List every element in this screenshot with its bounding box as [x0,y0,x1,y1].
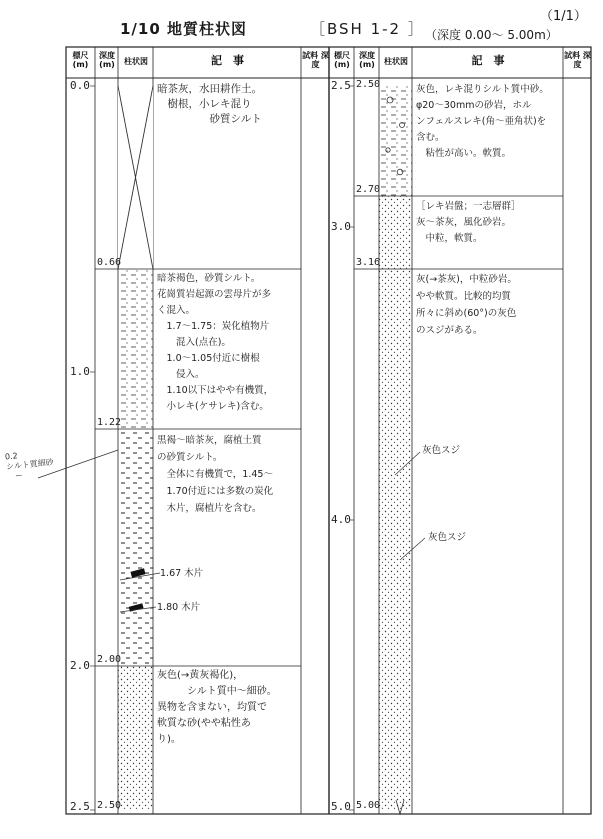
col-header-scale-right: 標尺 (m) [334,51,350,69]
col-header-description-right: 記 事 [471,54,505,67]
layer-description: 灰色(→黄灰褐化)， シルト質中～細砂。 異物を含まない，均質で 軟質な砂(やや粘性あ り)。 [157,670,277,745]
wood-fragment-note: 1.80 木片 [157,602,201,613]
scale-label: 2.0 [70,659,90,672]
layer-depth: 2.00 [97,654,122,665]
gray-streak-note: 灰色スジ [422,445,461,456]
col-header-depth-right: 深度 (m) [359,51,375,69]
scale-label: 1.0 [70,365,90,378]
col-header-sample: 試料 深度 [302,51,329,69]
layer-description: ［レキ岩盤；一志層群］ 灰～茶灰，風化砂岩。 中粒，軟質。 [416,201,521,244]
scale-label: 2.5 [70,800,90,813]
col-header-depth: 深度 (m) [99,51,115,69]
col-header-description: 記 事 [211,54,244,67]
borehole-id: ［BSH 1-2 ］ [310,20,425,38]
col-header-sample-right: 試料 深度 [564,51,591,69]
layer-description: 暗茶灰，水田耕作土。 樹根，小レキ混り 砂質シルト [157,83,262,125]
layer-depth: 2.50 [97,800,122,811]
scale-label: 2.5 [331,79,351,92]
scale-label: 4.0 [331,513,351,526]
layer-description: 黒褐～暗茶灰，腐植土質 の砂質シルト。 全体に有機質で，1.45～ 1.70付近には多数の炭化 木片，腐植片を含む。 [157,435,274,514]
col-header-column: 柱状図 [124,57,148,66]
page-title: 1/10 地質柱状図 [120,20,248,38]
layer-description: 灰(→茶灰)，中粒砂岩。 やや軟質。比較的均質 所々に斜め(60°)の灰色 のスジがある。 [416,274,517,336]
depth-range: （深度 0.00～ 5.00m） [425,28,558,42]
layer-depth: 2.70 [356,184,381,195]
layer-depth: 3.16 [356,257,381,268]
layer-depth: 0.66 [97,257,122,268]
layer-depth: 2.50 [356,79,381,90]
scale-label: 0.0 [70,79,90,92]
scale-label: 3.0 [331,220,351,233]
layer-depth: 5.00 [356,800,381,811]
col-header-column-right: 柱状図 [384,57,408,66]
scale-label: 5.0 [331,800,351,813]
margin-note: 0.2 シルト質細砂 ー [4,451,55,482]
layer-depth: 1.22 [97,417,122,428]
col-header-scale: 標尺 (m) [72,51,89,69]
layer-description: 暗茶褐色，砂質シルト。 花崗質岩起源の雲母片が多 く混入。 1.7～1.75：炭化植物片 混入(点在)。 1.0～1.05付近に樹根 侵入。 1.10以下はやや有機質， 小レキ(ケサレキ)含む。 [157,273,274,412]
gray-streak-note: 灰色スジ [428,532,467,543]
page-number: （1/1） [540,9,587,24]
layer-description: 灰色，レキ混りシルト質中砂。 φ20～30mmの砂岩，ホル ンフェルスレキ(角～亜角状)を 含む。 粘性が高い。軟質。 [416,84,549,159]
wood-fragment-note: 1.67 木片 [160,568,204,579]
